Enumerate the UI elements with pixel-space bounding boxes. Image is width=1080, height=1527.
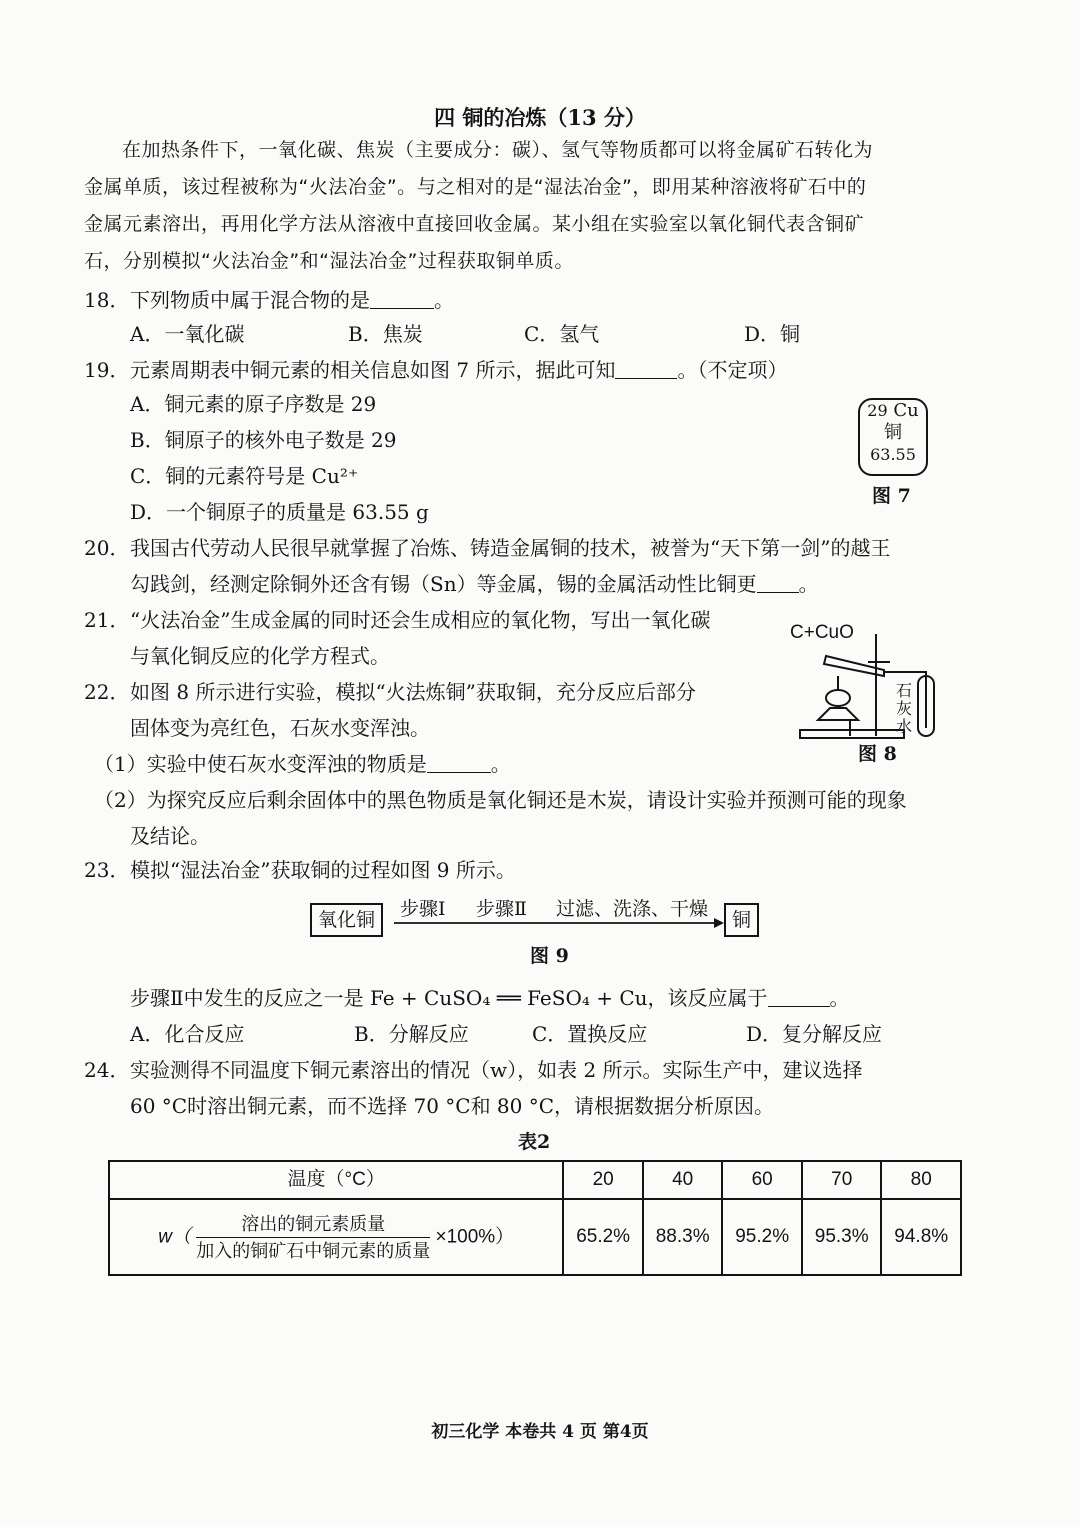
question-number: 23．	[84, 858, 130, 882]
question-text: 实验中使石灰水变浑浊的物质是	[146, 752, 427, 776]
question-number: 20．	[84, 536, 130, 560]
question-number: 18．	[84, 288, 130, 312]
punctuation: 。（不定项）	[677, 358, 788, 382]
q23-options	[130, 1016, 970, 1052]
element-name: 铜	[884, 422, 902, 443]
table-2-caption: 表2	[518, 1131, 551, 1153]
punctuation: 。	[829, 986, 850, 1010]
figure-8-caption: 图 8	[858, 743, 897, 765]
option-b[interactable]: B．分解反应	[354, 1022, 469, 1046]
question-22-sub2-cont: 及结论。	[130, 824, 210, 848]
answer-blank[interactable]	[370, 286, 434, 309]
question-number: 19．	[84, 358, 130, 382]
element-card-copper	[858, 398, 928, 476]
answer-blank[interactable]	[768, 984, 830, 1007]
sub-number: （2）	[94, 788, 147, 812]
atomic-mass: 63.55	[870, 445, 916, 464]
table-header-row	[109, 1161, 961, 1199]
question-19	[84, 352, 984, 388]
question-text: 元素周期表中铜元素的相关信息如图 7 所示，据此可知	[130, 358, 616, 382]
option-d[interactable]: D．复分解反应	[746, 1022, 883, 1046]
question-24-cont: 60 °C时溶出铜元素，而不选择 70 °C和 80 °C，请根据数据分析原因。	[130, 1094, 775, 1118]
temperature-cell: 70	[802, 1161, 882, 1199]
question-22	[84, 674, 784, 710]
limewater-label-1: 石	[896, 681, 913, 700]
figure-7-caption: 图 7	[872, 485, 911, 507]
value-cell: 95.3%	[802, 1199, 882, 1275]
temperature-cell: 40	[643, 1161, 723, 1199]
figure-9-caption: 图 9	[530, 945, 569, 967]
fraction-denominator: 加入的铜矿石中铜元素的质量	[196, 1240, 431, 1261]
option-a[interactable]: A．铜元素的原子序数是 29	[130, 392, 377, 416]
question-text: 模拟“湿法冶金”获取铜的过程如图 9 所示。	[130, 858, 516, 882]
intro-line: 在加热条件下，一氧化碳、焦炭（主要成分：碳）、氢气等物质都可以将金属矿石转化为	[122, 139, 874, 161]
question-text: “火法冶金”生成金属的同时还会生成相应的氧化物，写出一氧化碳	[130, 608, 711, 632]
question-text: 实验测得不同温度下铜元素溶出的情况（w），如表 2 所示。实际生产中，建议选择	[130, 1058, 863, 1082]
element-symbol: Cu	[893, 400, 919, 421]
question-22-sub2	[94, 782, 984, 818]
row-label-fraction	[196, 1211, 430, 1264]
header-label: 温度（°C）	[109, 1161, 563, 1199]
question-text: 如图 8 所示进行实验，模拟“火法炼铜”获取铜，充分反应后部分	[130, 680, 696, 704]
atomic-number: 29	[867, 401, 888, 420]
option-a[interactable]: A．一氧化碳	[130, 322, 245, 346]
option-b[interactable]: B．铜原子的核外电子数是 29	[130, 428, 397, 452]
alcohol-lamp	[826, 690, 850, 706]
value-cell: 88.3%	[643, 1199, 723, 1275]
section-title: 四 铜的冶炼（13 分）	[434, 105, 646, 130]
value-cell: 95.2%	[722, 1199, 802, 1275]
question-text: 下列物质中属于混合物的是	[130, 288, 370, 312]
answer-blank[interactable]	[757, 570, 799, 593]
answer-blank[interactable]	[427, 750, 491, 773]
flow-arrow	[394, 917, 724, 929]
option-d[interactable]: D．铜	[744, 322, 801, 346]
option-c[interactable]: C．置换反应	[532, 1022, 648, 1046]
option-d[interactable]: D．一个铜原子的质量是 63.55 g	[130, 500, 429, 524]
option-a[interactable]: A．化合反应	[130, 1022, 245, 1046]
question-23	[84, 852, 984, 888]
question-number: 22．	[84, 680, 130, 704]
question-text: 为探究反应后剩余固体中的黑色物质是氧化铜还是木炭，请设计实验并预测可能的现象	[146, 788, 907, 812]
question-18	[84, 282, 984, 318]
flow-start-box: 氧化铜	[310, 903, 383, 937]
limewater-label-2: 灰	[896, 699, 913, 718]
row-label-var: w（	[158, 1226, 191, 1248]
question-number: 24．	[84, 1058, 130, 1082]
intro-line: 金属单质，该过程被称为“火法冶金”。与之相对的是“湿法冶金”，即用某种溶液将矿石中的	[84, 176, 867, 198]
temperature-cell: 60	[722, 1161, 802, 1199]
table-data-row	[109, 1199, 961, 1275]
punctuation: 。	[490, 752, 511, 776]
table-2	[108, 1160, 962, 1276]
flow-step-3: 过滤、洗涤、干燥	[556, 898, 709, 920]
question-22-sub1	[94, 746, 984, 782]
question-24	[84, 1052, 984, 1088]
question-text: 勾践剑，经测定除铜外还含有锡（Sn）等金属，锡的金属活动性比铜更	[130, 572, 757, 596]
punctuation: 。	[798, 572, 819, 596]
flow-step-2: 步骤Ⅱ	[476, 898, 527, 920]
value-cell: 65.2%	[563, 1199, 643, 1275]
fraction-numerator: 溶出的铜元素质量	[196, 1211, 430, 1238]
intro-line: 石，分别模拟“火法冶金”和“湿法冶金”过程获取铜单质。	[84, 250, 574, 272]
option-c[interactable]: C．氢气	[524, 322, 600, 346]
question-23-statement	[130, 980, 980, 1016]
intro-paragraph	[84, 132, 974, 280]
question-21	[84, 602, 784, 638]
question-text: 我国古代劳动人民很早就掌握了冶炼、铸造金属铜的技术，被誉为“天下第一剑”的越王	[130, 536, 891, 560]
value-cell: 94.8%	[881, 1199, 961, 1275]
figure-8-apparatus	[790, 612, 950, 742]
intro-line: 金属元素溶出，再用化学方法从溶液中直接回收金属。某小组在实验室以氧化铜代表含铜矿	[84, 213, 865, 235]
temperature-cell: 20	[563, 1161, 643, 1199]
question-20-cont	[130, 566, 980, 602]
option-b[interactable]: B．焦炭	[348, 322, 423, 346]
question-21-cont: 与氧化铜反应的化学方程式。	[130, 644, 390, 668]
temperature-cell: 80	[881, 1161, 961, 1199]
limewater-label-3: 水	[896, 717, 913, 736]
reactant-label: C+CuO	[790, 622, 854, 643]
q18-options	[130, 316, 970, 352]
burner-tray	[818, 708, 858, 720]
question-22-cont: 固体变为亮红色，石灰水变浑浊。	[130, 716, 430, 740]
punctuation: 。	[434, 288, 454, 312]
question-text: 步骤Ⅱ中发生的反应之一是 Fe + CuSO₄ ══ FeSO₄ + Cu，该反应属于	[130, 986, 768, 1010]
row-label-tail: ×100%）	[435, 1226, 515, 1248]
sub-number: （1）	[94, 752, 147, 776]
page-footer: 初三化学 本卷共 4 页 第4页	[431, 1422, 649, 1442]
answer-blank[interactable]	[615, 356, 677, 379]
flow-end-box: 铜	[724, 903, 759, 937]
option-c[interactable]: C．铜的元素符号是 Cu²⁺	[130, 464, 359, 488]
question-number: 21．	[84, 608, 130, 632]
question-20	[84, 530, 984, 566]
row-label	[109, 1199, 563, 1275]
flow-step-1: 步骤Ⅰ	[400, 898, 446, 920]
